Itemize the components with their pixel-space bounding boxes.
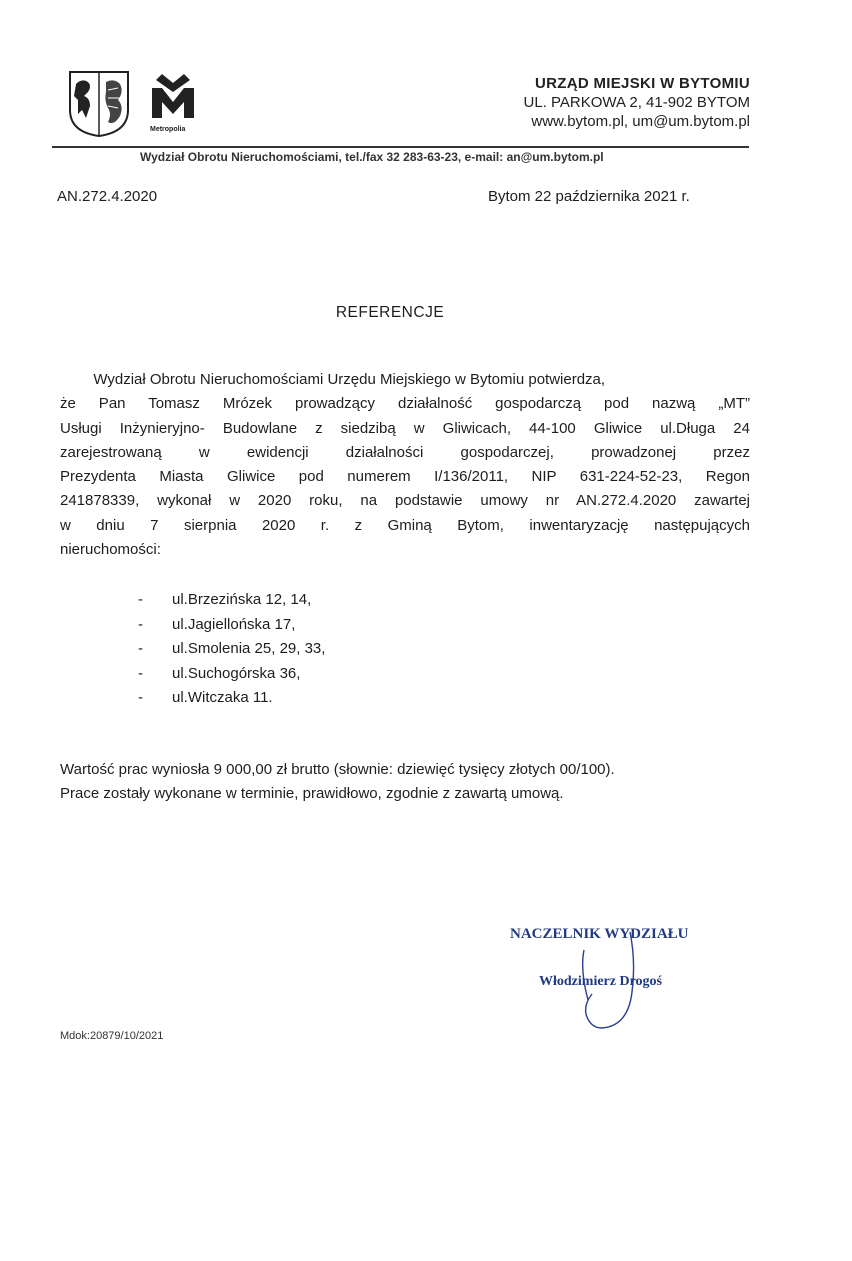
list-item: - ul.Witczaka 11. xyxy=(138,686,325,711)
closing-line: Prace zostały wykonane w terminie, prawidłowo, zgodnie z zawartą umową. xyxy=(60,785,564,802)
body-line: w dniu 7 sierpnia 2020 r. z Gminą Bytom, inwentaryzację następujących xyxy=(60,516,750,534)
header-divider xyxy=(52,146,749,148)
list-item: - ul.Smolenia 25, 29, 33, xyxy=(138,637,325,662)
signature-title-stamp: NACZELNIK WYDZIAŁU xyxy=(510,926,689,942)
office-header xyxy=(524,74,750,131)
list-item: - ul.Brzezińska 12, 14, xyxy=(138,588,325,613)
reference-number: AN.272.4.2020 xyxy=(57,188,158,205)
document-date: Bytom 22 października 2021 r. xyxy=(488,188,690,205)
department-line: Wydział Obrotu Nieruchomościami, tel./fax 32 283-63-23, e-mail: an@um.bytom.pl xyxy=(140,150,604,164)
street-label: ul.Witczaka 11. xyxy=(172,689,273,706)
list-item: - ul.Suchogórska 36, xyxy=(138,662,325,687)
mdok-number: Mdok:20879/10/2021 xyxy=(60,1030,164,1042)
body-line: zarejestrowaną w ewidencji działalności gospodarczej, prowadzonej przez xyxy=(60,443,750,461)
closing-line: Wartość prac wyniosła 9 000,00 zł brutto (słownie: dziewięć tysięcy złotych 00/100). xyxy=(60,761,615,778)
body-line: Usługi Inżynieryjno- Budowlane z siedzibą w Gliwicach, 44-100 Gliwice ul.Długa 24 xyxy=(60,419,750,437)
body-paragraph xyxy=(60,368,750,562)
street-label: ul.Smolenia 25, 29, 33, xyxy=(172,640,326,657)
bytom-coat-of-arms-icon xyxy=(68,70,130,138)
document-title: REFERENCJE xyxy=(335,304,445,321)
closing-paragraph xyxy=(60,758,615,806)
body-line: że Pan Tomasz Mrózek prowadzący działalność gospodarczą pod nazwą „MT” xyxy=(60,395,750,413)
body-line: Wydział Obrotu Nieruchomościami Urzędu Miejskiego w Bytomiu potwierdza, xyxy=(60,371,606,388)
office-address: UL. PARKOWA 2, 41-902 BYTOM xyxy=(523,94,750,111)
street-label: ul.Suchogórska 36, xyxy=(172,664,301,682)
body-line: nieruchomości: xyxy=(60,541,161,559)
office-name: URZĄD MIEJSKI W BYTOMIU xyxy=(535,75,750,92)
body-line: 241878339, wykonał w 2020 roku, na podstawie umowy nr AN.272.4.2020 zawartej xyxy=(60,492,750,510)
metropolia-label: Metropolia xyxy=(150,126,186,133)
body-line: Prezydenta Miasta Gliwice pod numerem I/136/2011, NIP 631-224-52-23, Regon xyxy=(60,468,750,486)
street-list xyxy=(138,588,325,711)
list-item: - ul.Jagiellońska 17, xyxy=(138,613,325,638)
signature-name-stamp: Włodzimierz Drogoś xyxy=(539,974,662,989)
street-label: ul.Brzezińska 12, 14, xyxy=(172,591,312,608)
metropolia-logo-icon xyxy=(148,72,198,120)
handwritten-signature-icon xyxy=(570,930,660,1040)
office-contact: www.bytom.pl, um@um.bytom.pl xyxy=(531,113,750,130)
street-label: ul.Jagiellońska 17, xyxy=(172,615,296,633)
